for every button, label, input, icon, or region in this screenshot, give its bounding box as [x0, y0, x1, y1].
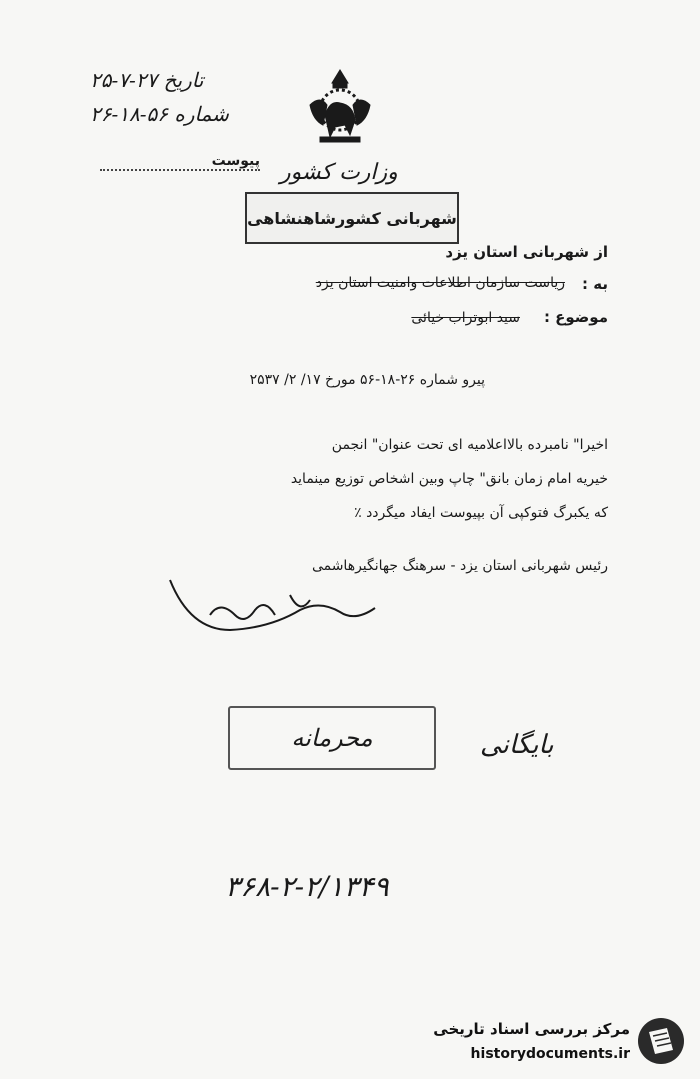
from-line: از شهربانی استان یزد — [445, 243, 608, 261]
to-label: به : — [582, 275, 608, 293]
attachment-field: پیوست — [100, 153, 260, 171]
confidential-label: محرمانه — [291, 724, 373, 752]
side-note: بایگانی — [480, 730, 554, 760]
organization-title: شهربانی کشورشاهنشاهی — [247, 208, 457, 228]
to-value: ریاست سازمان اطلاعات وامنیت استان یزد — [315, 275, 565, 291]
archive-code: ۳۶۸-۲-۲/۱۳۴۹ — [225, 870, 389, 903]
date-field: تاریخ ۲۷-۷-۲۵ — [90, 68, 204, 92]
letter-body — [291, 428, 608, 530]
number-field: شماره ۵۶-۱۸-۲۶ — [90, 102, 229, 126]
body-line: خیریه امام زمان بانق" چاپ وبین اشخاص توزیع مینماید — [290, 471, 608, 487]
footer-url: historydocuments.ir — [470, 1046, 630, 1062]
handwritten-signature — [150, 570, 390, 650]
body-line: که یکبرگ فتوکپی آن بپیوست ایفاد میگردد ٪ — [354, 505, 608, 521]
reference-line: پیرو شماره ۲۶-۱۸-۵۶ مورخ ۱۷/ ۲/ ۲۵۳۷ — [249, 372, 485, 388]
ministry-title: وزارت کشور — [280, 160, 398, 185]
body-line: اخیرا" نامبرده بالااعلامیه ای تحت عنوان" انجمن — [331, 437, 608, 453]
archive-logo-icon — [636, 1016, 686, 1066]
footer-center-name: مرکز بررسی اسناد تاریخی — [433, 1020, 630, 1038]
lion-and-sun-emblem — [305, 65, 375, 150]
organization-title-box — [245, 192, 459, 244]
subject-value: سید ابوتراب خیائی — [411, 310, 520, 326]
signature-caption: رئیس شهربانی استان یزد - سرهنگ جهانگیرهاشمی — [311, 558, 608, 574]
subject-label: موضوع : — [543, 308, 608, 326]
confidential-stamp — [228, 706, 436, 770]
